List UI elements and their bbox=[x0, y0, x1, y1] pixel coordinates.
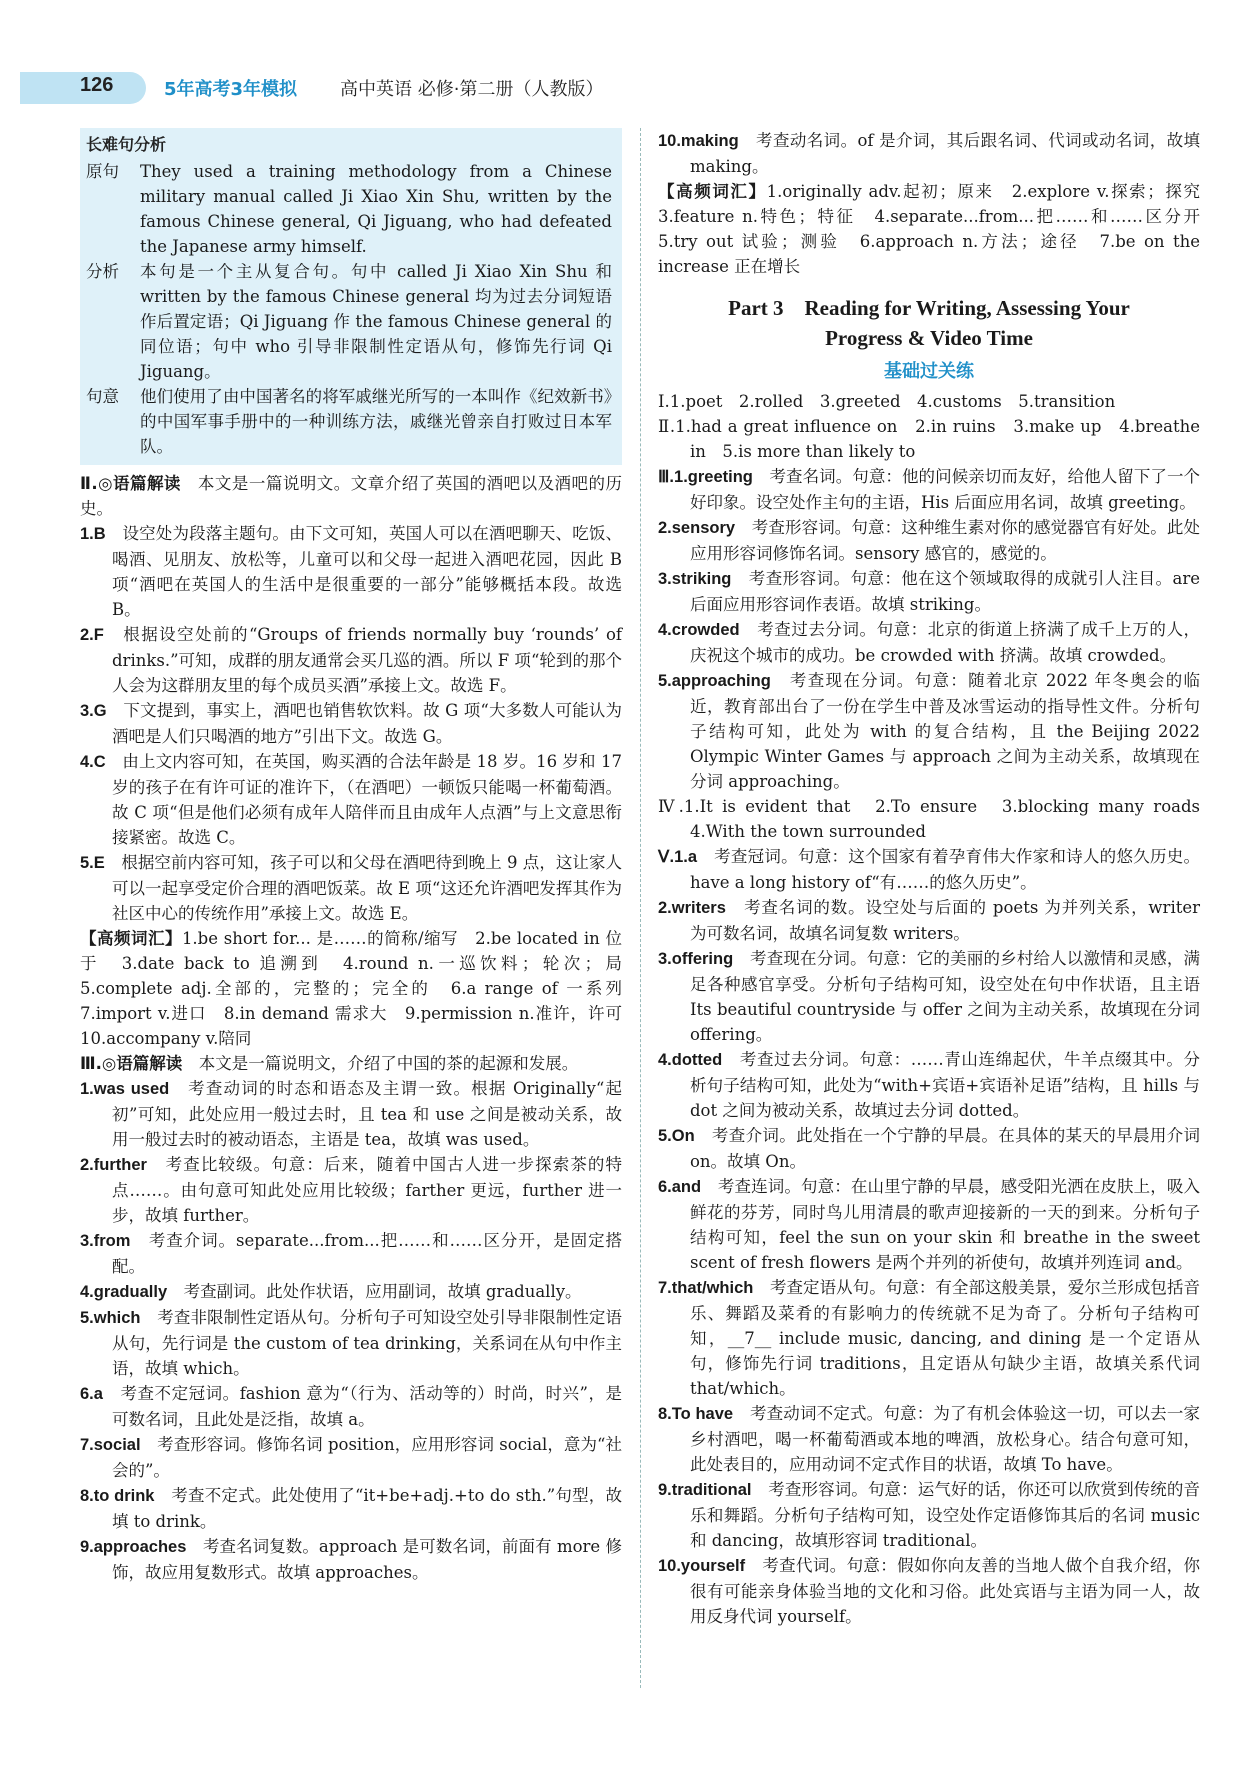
answer-explanation: 根据空前内容可知，孩子可以和父母在酒吧待到晚上 9 点，这让家人可以一起享受定价合理的酒吧饭菜。故 E 项“这还允许酒吧发挥其作为社区中心的传统作用”承接上文。故选 E。 bbox=[112, 853, 622, 923]
answer-key: 3.G bbox=[80, 702, 107, 720]
answer-explanation: 考查形容词。修饰名词 position，应用形容词 social，意为“社会的”。 bbox=[112, 1435, 623, 1480]
answer-item bbox=[658, 1047, 1200, 1123]
answer-key: 4.crowded bbox=[658, 621, 740, 639]
answer-item bbox=[658, 1275, 1200, 1401]
answer-item bbox=[80, 1432, 622, 1483]
sec2-heading: Ⅱ.◎语篇解读 本文是一篇说明文。文章介绍了英国的酒吧以及酒吧的历史。 bbox=[80, 474, 622, 518]
box-row bbox=[86, 259, 612, 384]
answer-key: 1.B bbox=[80, 525, 106, 543]
answer-explanation: 考查形容词。句意：他在这个领域取得的成就引人注目。are 后面应用形容词作表语。故填 striking。 bbox=[690, 569, 1200, 614]
answer-item bbox=[80, 1076, 622, 1152]
box-row-label: 句意 bbox=[86, 387, 119, 406]
page-number: 126 bbox=[80, 74, 114, 96]
answer-explanation: 设空处为段落主题句。由下文可知，英国人可以在酒吧聊天、吃饭、喝酒、见朋友、放松等，儿童可以和父母一起进入酒吧花园，因此 B 项“酒吧在英国人的生活中是很重要的一部分”能够概括本段。故选 B。 bbox=[112, 524, 623, 619]
answer-item bbox=[80, 850, 622, 926]
box-row bbox=[86, 159, 612, 259]
answer-key: 5.approaching bbox=[658, 672, 771, 690]
answer-item bbox=[80, 698, 622, 749]
answer-key: 3.from bbox=[80, 1232, 131, 1250]
sentence-analysis-box bbox=[80, 128, 622, 465]
answer-explanation: 由上文内容可知，在英国，购买酒的合法年龄是 18 岁。16 岁和 17 岁的孩子在有许可证的准许下，（在酒吧）一顿饭只能喝一杯葡萄酒。故 C 项“但是他们必须有成年人陪伴而且由成年人点酒”与上文意思衔接紧密。故选 C。 bbox=[112, 752, 623, 847]
answer-item bbox=[658, 1401, 1200, 1477]
left-column bbox=[80, 128, 639, 1585]
answer-key: 3.offering bbox=[658, 950, 734, 968]
answer-item bbox=[658, 464, 1200, 515]
answer-explanation: 考查现在分词。句意：它的美丽的乡村给人以激情和灵感，满足各种感官享受。分析句子结构可知，设空处在句中作状语，且主语 Its beautiful countryside 与 offer 之间为主动关系，故填现在分词 offering。 bbox=[690, 949, 1201, 1044]
vocab-block-2: 【高频词汇】1.originally adv.起初；原来 2.explore v.探索；探究 3.feature n.特色；特征 4.separate...from...把……和……区分开 5.try out 试验；测验 6.approach n.方法；途径 7.be on the increase 正在增长 bbox=[658, 182, 1217, 276]
answer-key: 10.yourself bbox=[658, 1557, 746, 1575]
answer-key: 4.dotted bbox=[658, 1051, 723, 1069]
answer-explanation: 考查形容词。句意：运气好的话，你还可以欣赏到传统的音乐和舞蹈。分析句子结构可知，设空处作定语修饰其后的名词 music 和 dancing，故填形容词 traditional。 bbox=[690, 1480, 1201, 1550]
answer-item bbox=[658, 566, 1200, 617]
answer-explanation: 考查不定冠词。fashion 意为“（行为、活动等的）时尚，时兴”，是可数名词，且此处是泛指，故填 a。 bbox=[112, 1384, 622, 1429]
answer-key: 2.sensory bbox=[658, 519, 736, 537]
answer-key: 2.F bbox=[80, 626, 104, 644]
answer-item bbox=[658, 668, 1200, 794]
answer-explanation: 考查形容词。句意：这种维生素对你的感觉器官有好处。此处应用形容词修饰名词。sensory 感官的，感觉的。 bbox=[690, 518, 1201, 563]
answer-explanation: 考查动名词。of 是介词，其后跟名词、代词或动名词，故填 making。 bbox=[690, 131, 1201, 176]
answer-explanation: 考查代词。句意：假如你向友善的当地人做个自我介绍，你很有可能亲身体验当地的文化和习俗。此处宾语与主语为同一人，故用反身代词 yourself。 bbox=[690, 1556, 1201, 1626]
answer-item bbox=[658, 946, 1200, 1047]
answer-item bbox=[80, 749, 622, 850]
answer-key: 6.a bbox=[80, 1385, 103, 1403]
answer-explanation: 考查介词。此处指在一个宁静的早晨。在具体的某天的早晨用介词 on。故填 On。 bbox=[690, 1126, 1200, 1171]
book-subtitle: 高中英语 必修·第二册（人教版） bbox=[340, 79, 604, 100]
answer-explanation: 考查过去分词。句意：北京的街道上挤满了成千上万的人，庆祝这个城市的成功。be crowded with 挤满。故填 crowded。 bbox=[690, 620, 1201, 665]
answer-item bbox=[80, 1381, 622, 1432]
answer-item bbox=[658, 515, 1200, 566]
box-row-text: They used a training methodology from a Chinese military manual called Ji Xiao Xin Shu, written by the famous Chinese general, Qi Jiguang, who had defeated the Japanese army himself. bbox=[140, 162, 612, 256]
answer-explanation: 考查现在分词。句意：随着北京 2022 年冬奥会的临近，教育部出台了一份在学生中普及冰雪运动的指导性文件。分析句子结构可知，此处为 with 的复合结构，且 the Beijing 2022 Olympic Winter Games 与 approach 之间为主动关系，故填现在分词 approaching。 bbox=[690, 671, 1201, 791]
answer-item bbox=[80, 1534, 622, 1585]
answer-explanation: 考查名词复数。approach 是可数名词，前面有 more 修饰，故应用复数形式。故填 approaches。 bbox=[112, 1537, 622, 1582]
answer-item bbox=[80, 1152, 622, 1228]
answer-item bbox=[80, 1305, 622, 1381]
box-row bbox=[86, 384, 612, 459]
answer-key: 9.approaches bbox=[80, 1538, 187, 1556]
answer-key: 2.further bbox=[80, 1156, 147, 1174]
box-row-text: 他们使用了由中国著名的将军戚继光所写的一本叫作《纪效新书》的中国军事手册中的一种训练方法，戚继光曾亲自打败过日本军队。 bbox=[140, 387, 612, 456]
answer-item bbox=[658, 1553, 1200, 1629]
box-row-label: 分析 bbox=[86, 262, 119, 281]
sec3-heading: Ⅲ.◎语篇解读 本文是一篇说明文，介绍了中国的茶的起源和发展。 bbox=[80, 1054, 579, 1073]
answer-item bbox=[80, 1228, 622, 1279]
answer-item bbox=[658, 844, 1200, 895]
answer-explanation: 根据设空处前的“Groups of friends normally buy ‘rounds’ of drinks.”可知，成群的朋友通常会买几巡的酒。所以 F 项“轮到的那个人会为这群朋友里的每个成员买酒”承接上文。故选 F。 bbox=[112, 625, 622, 695]
answer-explanation: 考查连词。句意：在山里宁静的早晨，感受阳光洒在皮肤上，吸入鲜花的芬芳，同时鸟儿用清晨的歌声迎接新的一天的到来。分析句子结构可知，feel the sun on your skin 和 breathe in the sweet scent of fresh flowers 是两个并列的祈使句，故填并列连词 and。 bbox=[690, 1177, 1201, 1272]
answer-key: 6.and bbox=[658, 1178, 702, 1196]
answer-item bbox=[658, 128, 1200, 179]
answer-key: 7.that/which bbox=[658, 1279, 754, 1297]
answer-key: 5.E bbox=[80, 854, 105, 872]
answer-item bbox=[80, 622, 622, 698]
answer-explanation: 考查介词。separate...from...把……和……区分开，是固定搭配。 bbox=[112, 1231, 623, 1276]
page-header bbox=[20, 70, 1230, 108]
answer-key: 4.C bbox=[80, 753, 106, 771]
answer-key: Ⅲ.1.greeting bbox=[658, 468, 753, 486]
answer-item bbox=[658, 617, 1200, 668]
answer-key: 7.social bbox=[80, 1436, 141, 1454]
box-row-text: 本句是一个主从复合句。句中 called Ji Xiao Xin Shu 和 written by the famous Chinese general 均为过去分词短语作后置定语；Qi Jiguang 作 the famous Chinese general 的同位语；句中 who 引导非限制性定语从句，修饰先行词 Qi Jiguang。 bbox=[140, 262, 612, 381]
answer-key: 5.which bbox=[80, 1309, 141, 1327]
vocab-block-1: 【高频词汇】1.be short for... 是……的简称/缩写 2.be located in 位于 3.date back to 追溯到 4.round n.一巡饮料；轮次；局 5.complete adj.全部的，完整的；完全的 6.a range of 一系列 7.import v.进口 8.in demand 需求大 9.permission n.准许，许可 10.accompany v.陪同 bbox=[80, 929, 639, 1048]
answer-key: 2.writers bbox=[658, 899, 726, 917]
answer-key: Ⅴ.1.a bbox=[658, 848, 698, 866]
series-title: 5年高考3年模拟 bbox=[164, 79, 298, 100]
answer-item bbox=[658, 895, 1200, 946]
answer-line-1: Ⅰ.1.poet 2.rolled 3.greeted 4.customs 5.transition bbox=[658, 392, 1116, 411]
answer-explanation: 考查非限制性定语从句。分析句子可知设空处引导非限制性定语从句，先行词是 the custom of tea drinking，关系词在从句中作主语，故填 which。 bbox=[112, 1308, 623, 1378]
answer-key: 8.To have bbox=[658, 1405, 734, 1423]
box-row-label: 原句 bbox=[86, 162, 119, 181]
answer-explanation: 考查比较级。句意：后来，随着中国古人进一步探索茶的特点……。由句意可知此处应用比较级；farther 更远，further 进一步，故填 further。 bbox=[112, 1155, 623, 1225]
answer-explanation: 考查过去分词。句意：……青山连绵起伏，牛羊点缀其中。分析句子结构可知，此处为“with+宾语+宾语补足语”结构，且 hills 与 dot 之间为被动关系，故填过去分词 dotted。 bbox=[690, 1050, 1201, 1120]
answer-explanation: 下文提到，事实上，酒吧也销售软饮料。故 G 项“大多数人可能认为酒吧是人们只喝酒的地方”引出下文。故选 G。 bbox=[112, 701, 623, 746]
answer-explanation: 考查名词的数。设空处与后面的 poets 为并列关系，writer 为可数名词，故填名词复数 writers。 bbox=[690, 898, 1201, 943]
answer-key: 5.On bbox=[658, 1127, 695, 1145]
answer-line-2: Ⅱ.1.had a great influence on 2.in ruins 3.make up 4.breathe in 5.is more than likely to bbox=[658, 417, 1200, 461]
answer-item bbox=[80, 521, 622, 622]
section-title: 基础过关练 bbox=[884, 361, 974, 382]
right-column bbox=[658, 128, 1217, 1629]
answer-item bbox=[658, 1123, 1200, 1174]
answer-key: 3.striking bbox=[658, 570, 732, 588]
answer-explanation: 考查动词的时态和语态及主谓一致。根据 Originally“起初”可知，此处应用一般过去时，且 tea 和 use 之间是被动关系，故用一般过去时的被动语态，主语是 tea，故填 was used。 bbox=[112, 1079, 622, 1149]
answer-explanation: 考查名词。句意：他的问候亲切而友好，给他人留下了一个好印象。设空处作主句的主语，His 后面应用名词，故填 greeting。 bbox=[690, 467, 1201, 512]
answer-item bbox=[80, 1279, 622, 1305]
answer-key: 9.traditional bbox=[658, 1481, 752, 1499]
box-title: 长难句分析 bbox=[86, 135, 167, 154]
answer-key: 10.making bbox=[658, 132, 739, 150]
answer-explanation: 考查动词不定式。句意：为了有机会体验这一切，可以去一家乡村酒吧，喝一杯葡萄酒或本地的啤酒，放松身心。结合句意可知，此处表目的，应用动词不定式作目的状语，故填 To have。 bbox=[690, 1404, 1201, 1474]
answer-explanation: 考查不定式。此处使用了“it+be+adj.+to do sth.”句型，故填 to drink。 bbox=[112, 1486, 622, 1531]
answer-key: 8.to drink bbox=[80, 1487, 155, 1505]
answer-explanation: 考查冠词。句意：这个国家有着孕育伟大作家和诗人的悠久历史。have a long history of“有……的悠久历史”。 bbox=[690, 847, 1201, 892]
answer-line-4: Ⅳ.1.It is evident that 2.To ensure 3.blocking many roads 4.With the town surrounded bbox=[658, 797, 1217, 841]
part-title: Part 3 Reading for Writing, Assessing Your Progress & Video Time bbox=[728, 296, 1130, 350]
answer-item bbox=[658, 1477, 1200, 1553]
answer-explanation: 考查副词。此处作状语，应用副词，故填 gradually。 bbox=[183, 1282, 582, 1301]
answer-key: 4.gradually bbox=[80, 1283, 168, 1301]
column-divider bbox=[640, 128, 641, 1688]
answer-explanation: 考查定语从句。句意：有全部这般美景，爱尔兰形成包括音乐、舞蹈及菜肴的有影响力的传统就不足为奇了。分析句子结构可知，__7__ include music, dancing, and dining 是一个定语从句，修饰先行词 traditions，且定语从句缺少主语，故填关系代词 that/which。 bbox=[690, 1278, 1201, 1398]
answer-item bbox=[658, 1174, 1200, 1275]
answer-item bbox=[80, 1483, 622, 1534]
answer-key: 1.was used bbox=[80, 1080, 170, 1098]
